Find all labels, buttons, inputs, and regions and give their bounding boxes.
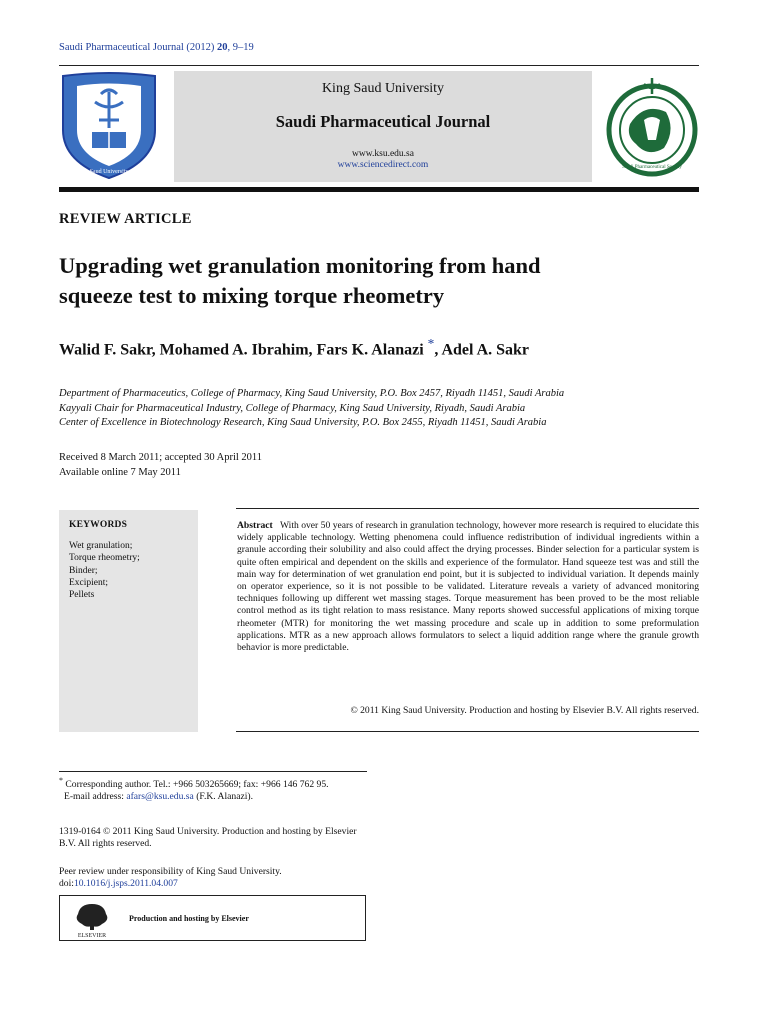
article-title [59,251,699,311]
citation-journal: Saudi Pharmaceutical Journal (2012) [59,42,218,53]
issn-copyright: 1319-0164 © 2011 King Saud University. Production and hosting by Elsevier B.V. All rights reserved. [59,826,357,850]
corresponding-author-text: Corresponding author. Tel.: +966 503265669; fax: +966 146 762 95. [63,779,329,791]
affiliation: Center of Excellence in Biotechnology Research, King Saud University, P.O. Box 2455, Riyadh 11451, Saudi Arabia [59,417,547,428]
abstract-top-rule [236,508,699,509]
affiliations [59,387,564,431]
abstract-text: With over 50 years of research in granulation technology, however more research is required to elucidate this widely applicable technology. Wetting phenomena could influence redistribution of individual ingredients within a granule according their solubility and also could affect the drying processes. Binder selection for a particular system is quite often empirical and dependent on the skills and experience of the formulator. Hand squeeze test was and still the main way for determination of wet granulation end point, but it is subjected to individual variation. It depends mainly on operator experience, so it is not possible to be validated. Literature reveals a variety of advanced monitoring techniques following up different wet massing stages. Torque measurement has been proved to be the most reliable control method as its tight relation to mass resistance. Many reports showed successful applications of mixing torque rheometer (MTR) for monitoring the wet massing procedure and scale up in addition to some preformulation applications. MTR as a new approach allows formulators to select a liquid addition range where the granule growth behavior is more predictable. [237,520,699,654]
title-line-1: Upgrading wet granulation monitoring from hand [59,253,541,278]
received-date: Received 8 March 2011; accepted 30 April 2011 [59,452,263,463]
authors-first: Walid F. Sakr, Mohamed A. Ibrahim, Fars K. Alanazi [59,341,428,359]
email-after: (F.K. Alanazi). [193,791,253,803]
keywords-list [69,540,140,601]
keyword: Wet granulation; [69,541,133,551]
abstract [237,520,699,654]
corresponding-footnote [59,775,369,804]
affiliation: Department of Pharmaceutics, College of Pharmacy, King Saud University, P.O. Box 2457, Riyadh 11451, Saudi Arabia [59,388,565,399]
peer-review-note [59,866,369,891]
keywords-box [59,510,198,732]
keyword: Binder; [69,565,98,576]
email-label: E-mail address: [64,791,127,803]
peer-review-text: Peer review under responsibility of King Saud University. [59,866,282,877]
doi-link[interactable]: 10.1016/j.jsps.2011.04.007 [73,878,178,890]
banner-thick-rule [59,187,699,192]
ksu-logo-text: King Saud University 1957 [76,169,142,175]
abstract-bottom-rule [236,731,699,732]
article-dates [59,451,262,480]
footnote-star: * [59,776,63,785]
keyword: Pellets [69,590,95,601]
journal-name: Saudi Pharmaceutical Journal [275,112,491,131]
abstract-copyright: © 2011 King Saud University. Production and hosting by Elsevier B.V. All rights reserved. [350,705,699,716]
footnote-rule [59,771,367,772]
abstract-label: Abstract [237,520,273,531]
keywords-heading: KEYWORDS [69,520,128,530]
citation-pages: , 9–19 [227,42,254,53]
citation-volume: 20 [217,42,228,53]
authors [59,336,529,359]
title-line-2: squeeze test to mixing torque rheometry [59,283,445,308]
ksu-link[interactable]: www.ksu.edu.sa [352,149,414,159]
header-rule [59,65,699,66]
authors-last: , Adel A. Sakr [434,341,530,359]
email-link[interactable]: afars@ksu.edu.sa [126,791,194,803]
elsevier-label: ELSEVIER [77,933,107,938]
journal-banner [174,71,592,182]
article-type: REVIEW ARTICLE [59,211,192,227]
sps-logo-text: Saudi Pharmaceutical Society [622,165,682,170]
ksu-shield-icon [59,72,159,180]
university-name: King Saud University [321,81,445,96]
sciencedirect-link[interactable]: www.sciencedirect.com [337,160,429,170]
elsevier-box [59,895,366,941]
corresponding-author-link[interactable]: * [427,336,435,351]
keyword: Torque rheometry; [69,553,140,564]
elsevier-hosting-text: Production and hosting by Elsevier [129,914,249,923]
sps-logo [604,72,700,182]
doi-label: doi: [59,878,74,890]
available-date: Available online 7 May 2011 [59,466,181,478]
ksu-logo [59,72,159,180]
keyword: Excipient; [69,577,109,588]
journal-citation[interactable] [59,42,254,53]
elsevier-tree-icon [72,900,112,938]
affiliation: Kayyali Chair for Pharmaceutical Industry, College of Pharmacy, King Saud University, Riyadh, Saudi Arabia [59,402,526,414]
saudi-pharma-society-seal-icon [604,72,700,182]
elsevier-logo [72,900,112,938]
